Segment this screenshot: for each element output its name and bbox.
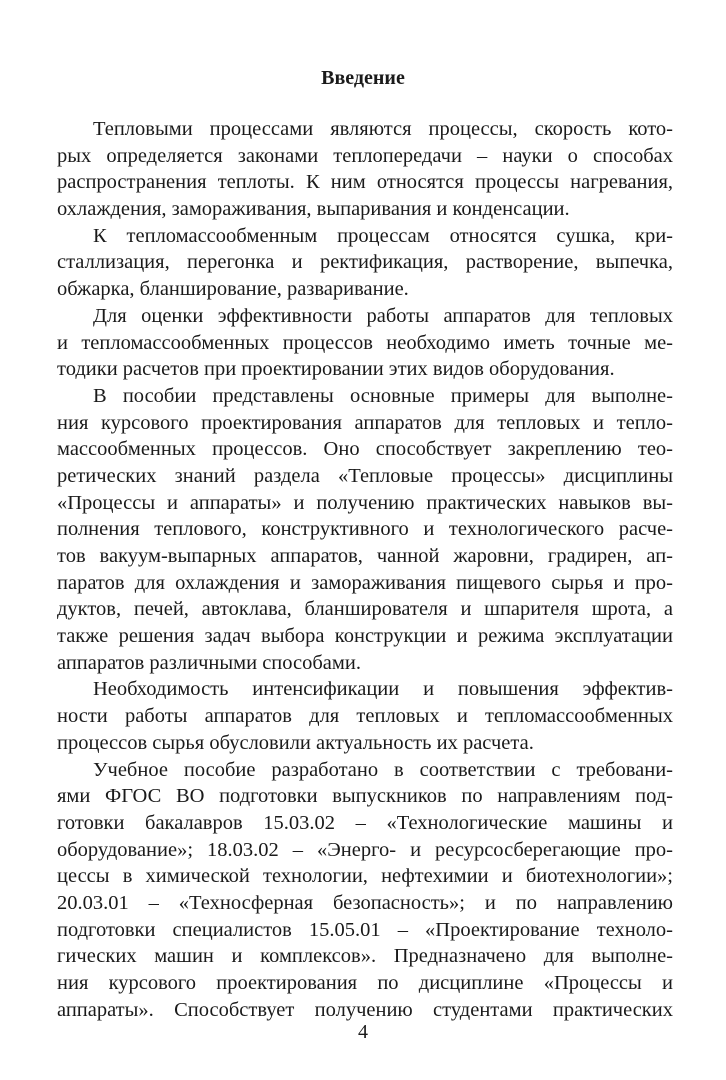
text-line: Для оценки эффективности работы аппаратов для тепловых [93, 304, 673, 327]
section-heading: Введение [321, 67, 405, 89]
text-line: тов вакуум-выпарных аппаратов, чанной жаровни, градирен, ап- [57, 545, 673, 567]
text-line: распространения теплоты. К ним относятся процессы нагревания, [57, 171, 673, 194]
text-line: ями ФГОС ВО подготовки выпускников по направлениям под- [57, 785, 673, 808]
text-line: гических машин и комплексов». Предназначено для выполне- [57, 945, 673, 968]
text-line: аппаратов различными способами. [57, 651, 361, 674]
text-line: ности работы аппаратов для тепловых и тепломассообменных [57, 705, 673, 728]
text-line: и тепломассообменных процессов необходимо иметь точные ме- [57, 331, 673, 354]
body-text [57, 116, 673, 1023]
text-line: аппараты». Способствует получению студентами практических [57, 998, 673, 1021]
text-line: также решения задач выбора конструкции и режима эксплуатации [57, 625, 673, 648]
text-line: К тепломассообменным процессам относятся сушка, кри- [93, 224, 673, 247]
text-line: цессы в химической технологии, нефтехимии и биотехнологии»; [57, 865, 673, 888]
text-line: Учебное пособие разработано в соответствии с требовани- [93, 758, 673, 781]
text-line: В пособии представлены основные примеры для выполне- [93, 384, 673, 407]
text-line: полнения теплового, конструктивного и технологического расче- [57, 518, 673, 541]
text-line: 20.03.01 – «Техносферная безопасность»; и по направлению [57, 891, 673, 914]
page-number: 4 [358, 1021, 368, 1043]
text-line: массообменных процессов. Оно способствует закреплению тео- [57, 438, 673, 461]
text-line: сталлизация, перегонка и ректификация, растворение, выпечка, [57, 251, 673, 274]
text-line: процессов сырья обусловили актуальность их расчета. [57, 731, 534, 754]
text-line: Необходимость интенсификации и повышения эффектив- [93, 678, 673, 701]
text-line: подготовки специалистов 15.05.01 – «Проектирование техноло- [57, 918, 673, 941]
text-line: готовки бакалавров 15.03.02 – «Технологические машины и [57, 811, 673, 834]
text-line: паратов для охлаждения и замораживания пищевого сырья и про- [57, 571, 673, 594]
text-line: Тепловыми процессами являются процессы, скорость кото- [93, 118, 673, 140]
text-line: обжарка, бланширование, разваривание. [57, 278, 409, 301]
text-line: ния курсового проектирования по дисциплине «Процессы и [57, 972, 673, 994]
text-line: охлаждения, замораживания, выпаривания и конденсации. [57, 198, 570, 221]
text-line: рых определяется законами теплопередачи – науки о способах [57, 144, 673, 167]
text-line: ния курсового проектирования аппаратов для тепловых и тепло- [57, 411, 673, 434]
text-line: оборудование»; 18.03.02 – «Энерго- и ресурсосберегающие про- [57, 838, 673, 861]
text-line: дуктов, печей, автоклава, бланширователя и шпарителя шрота, а [57, 598, 673, 621]
text-line: тодики расчетов при проектировании этих видов оборудования. [57, 358, 615, 381]
text-line: ретических знаний раздела «Тепловые процессы» дисциплины [57, 464, 673, 487]
text-line: «Процессы и аппараты» и получению практических навыков вы- [57, 491, 673, 514]
